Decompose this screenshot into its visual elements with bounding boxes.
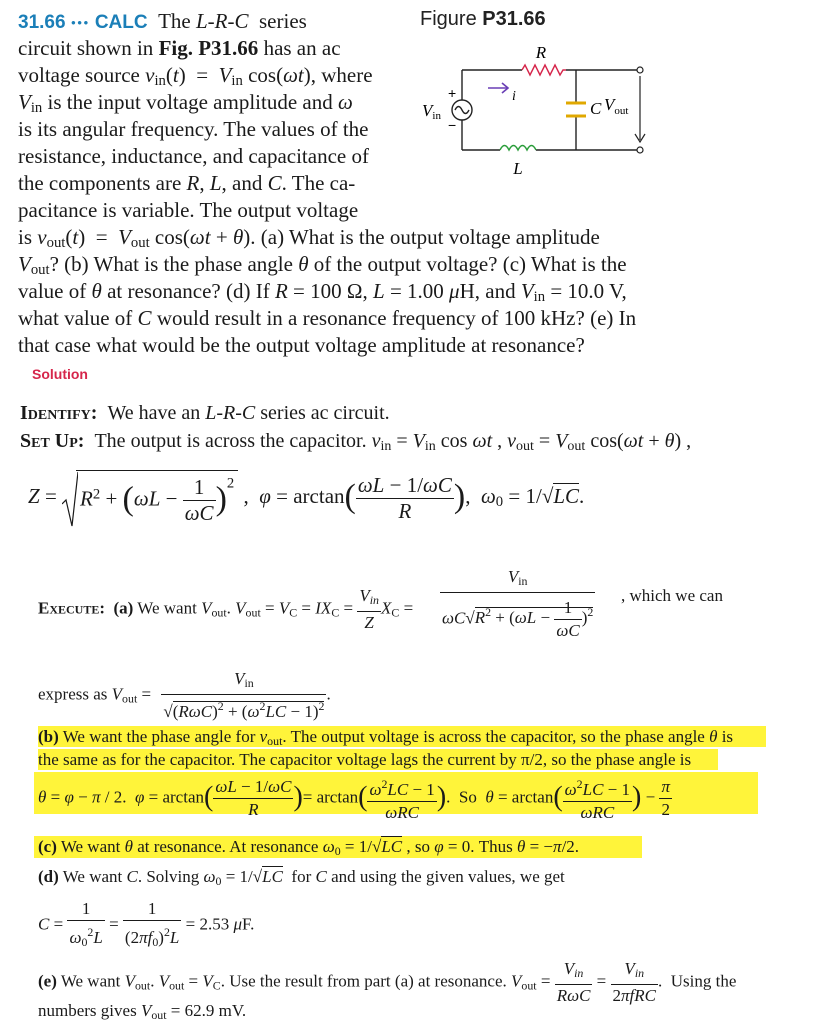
setup-formula: Z = $R^2 + (\omega L$ − $\frac{1}{\omega C}$ )$^2$ , φ = arctan( $\frac{\omega L - 1/\omega C}{R}$ ), $\omega_0 = 1/√LC$. (28, 470, 584, 526)
setup-line: Set Up: The output is across the capacitor. $v_{in} = V_{in}$ cos ωt , $v_{out} = V_{out}$ cos(ωt + θ) , (20, 430, 692, 454)
problem-line-6: resistance, inductance, and capacitance of (18, 144, 369, 168)
problem-number: 31.66 (18, 12, 66, 33)
label-R: R (535, 43, 547, 62)
problem-line-1: 31.66 ••• CALC The L-R-C series (18, 9, 307, 33)
label-vin: Vin (422, 101, 441, 122)
label-plus: + (448, 85, 457, 101)
b-line-1: (b) We want the phase angle for $v_{out}$. The output voltage is across the capacitor, so the phase angle θ is (38, 727, 734, 748)
problem-line-12: what value of C would result in a resonance frequency of 100 kHz? (e) In (18, 306, 637, 330)
problem-line-7: the components are R, L, and C. The ca- (18, 171, 356, 195)
difficulty-dots: ••• (70, 16, 90, 32)
e-line-2: numbers gives $V_{out} = 62.9$ mV. (38, 1001, 247, 1022)
d-formula: C = $\frac{1}{\omega_0^2L}$ = $\frac{1}{(2\pi f_0)^2L}$ = 2.53 μF. (38, 899, 255, 949)
problem-line-4: $V_{in}$ is the input voltage amplitude and ω (18, 90, 353, 116)
which-we-can-text: , which we can (621, 586, 723, 605)
problem-line-10: $V_{out}$? (b) What is the phase angle θ of the output voltage? (c) What is the (18, 252, 627, 278)
label-vout: $V_{out}$ (604, 95, 629, 117)
problem-line-3: voltage source $v_{in}(t) = V_{in}$ cos(ωt), where (18, 63, 373, 89)
e-line: (e) We want $V_{out}$. $V_{out} = V_C$. Use the result from part (a) at resonance. $V_{out}$ = $\frac{V_{in}}{\text{RωC}}$ = $\frac{V_{in}}{\text{2πfRC}}$ . Using the (38, 959, 737, 1005)
label-C: C (590, 99, 602, 118)
execute-a-line: Execute: (a) We want $V_{out}$. $V_{out} = V_C = IX_C$ = $\frac{V_{in}}{Z}$ $X_C$ = (38, 586, 414, 632)
circuit-diagram (416, 38, 656, 188)
b-line-2: the same as for the capacitor. The capacitor voltage lags the current by π/2, so the phase angle is (38, 750, 692, 769)
b-formula: θ = φ − π / 2. φ = arctan( $\frac{\omega L - 1/\omega C}{R}$ )= arctan( $\frac{\omega^2LC - 1}{\text{ωRC}}$ ). So θ = arctan( $\frac{\omega^2LC - 1}{\text{ωRC}}$ ) − $\frac{\pi}{2}$ (38, 773, 672, 824)
figure-title: Figure P31.66 (420, 8, 546, 30)
calc-tag: CALC (94, 12, 148, 33)
identify-line: Identify: We have an L-R-C series ac circuit. (20, 402, 390, 424)
d-line: (d) We want C. Solving $\omega_0 = 1/√LC$ for C and using the given values, we get (38, 867, 565, 888)
label-minus: − (448, 117, 457, 133)
label-L: L (513, 159, 523, 178)
problem-line-8: pacitance is variable. The output voltage (18, 198, 359, 222)
inductor-symbol (500, 146, 536, 151)
problem-line-9: is $v_{out}(t) = V_{out}$ cos(ωt + θ). (a) What is the output voltage amplitude (18, 225, 600, 251)
execute-a-fraction: $V_{in}$ $\omega C√R^2 + (\omega L$ − $\frac{1}{\omega C}$ )$^2$ (442, 567, 594, 640)
express-line: express as $V_{out}$ = $\frac{V_{in}}{√(R\omega C)^2 + (\omega^2LC - 1)^2}$ . (38, 669, 331, 721)
solution-label: Solution (32, 366, 88, 382)
problem-line-2: circuit shown in Fig. P31.66 has an ac (18, 36, 341, 60)
resistor-symbol (522, 65, 566, 75)
c-line: (c) We want θ at resonance. At resonance $\omega_0 = 1/√LC$ , so φ = 0. Thus θ = −π/2. (38, 837, 580, 858)
problem-line-13: that case what would be the output voltage amplitude at resonance? (18, 333, 585, 357)
problem-line-5: is its angular frequency. The values of the (18, 117, 369, 141)
capacitor-symbol (566, 103, 586, 116)
label-i: i (512, 89, 516, 104)
problem-line-11: value of θ at resonance? (d) If R = 100 Ω, L = 1.00 μH, and $V_{in} = 10.0$ V, (18, 279, 627, 305)
